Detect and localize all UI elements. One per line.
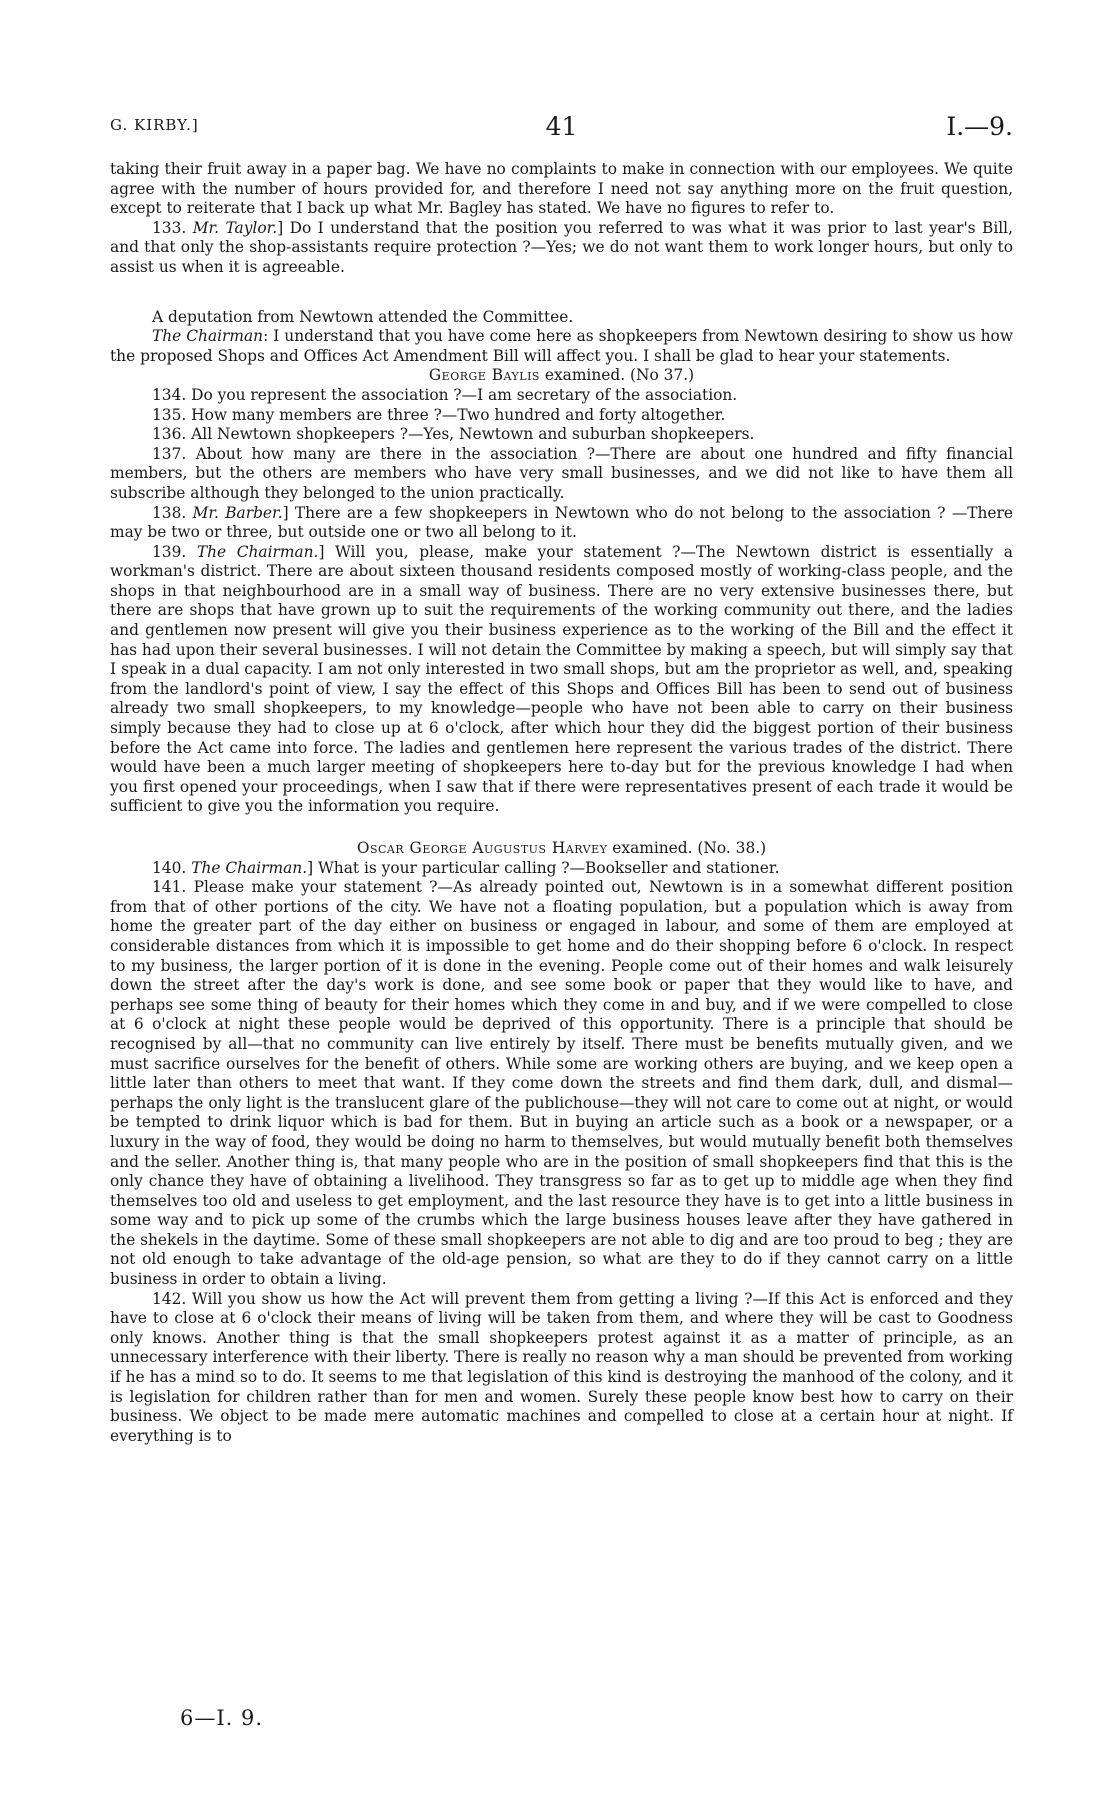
paragraph-intro: taking their fruit away in a paper bag. We have no complaints to make in connection with our employees. We quite agree with the number of hours provided for, and therefore I need not say anything more on the fruit question, except to reiterate that I back up what Mr. Bagley has stated. We have no figures to refer to. — [110, 160, 1013, 218]
header-right: I.—9. — [946, 112, 1013, 141]
witness-heading-baylis: George Baylis examined. (No 37.) — [428, 366, 695, 385]
page-header — [110, 112, 1013, 146]
question-136: 136. All Newtown shopkeepers ?—Yes, Newtown and suburban shopkeepers. — [152, 425, 755, 444]
witness-heading-harvey: Oscar George Augustus Harvey examined. (No. 38.) — [356, 839, 767, 857]
page-number: 41 — [545, 112, 578, 141]
chairman-statement: The Chairman: I understand that you have come here as shopkeepers from Newtown desiring to show us how the proposed Shops and Offices Act Amendment Bill will affect you. I shall be glad to hear your statements. — [110, 327, 1013, 365]
question-135: 135. How many members are three ?—Two hundred and forty altogether. — [152, 405, 726, 424]
speaker: The Chairman — [152, 327, 264, 346]
question-142: 142. Will you show us how the Act will prevent them from getting a living ?—If this Act is enforced and they have to close at 6 o'clock their means of living will be taken from them, and where they will be cast to Goodness only knows. Another thing is that the small shopkeepers protest against it as a matter of principle, as an unnecessary interference with their liberty. There is really no reason why a man should be prevented from working if he has a mind so to do. It seems to me that legislation of this kind is destroying the manhood of the colony, and it is legislation for children rather than for men and women. Surely these people know best how to carry on their business. We object to be made mere automatic machines and compelled to close at a certain hour at night. If everything is to — [110, 1289, 1013, 1445]
body-text — [110, 160, 1013, 1446]
question-137: 137. About how many are there in the association ?—There are about one hundred and fifty financial members, but the others are members who have very small businesses, and we did not like to have them all subscribe although they belonged to the union practically. — [110, 444, 1013, 502]
speaker: Mr. Barber. — [192, 503, 283, 522]
header-left: G. KIRBY.] — [110, 116, 199, 134]
speaker: Mr. Taylor. — [192, 218, 278, 237]
question-140: 140. The Chairman.] What is your particular calling ?—Bookseller and stationer. — [152, 858, 780, 877]
speaker: The Chairman. — [196, 542, 319, 561]
question-138: 138. Mr. Barber.] There are a few shopkeepers in Newtown who do not belong to the association ? —There may be two or three, but outside one or two all belong to it. — [110, 503, 1013, 542]
question-133: 133. Mr. Taylor.] Do I understand that the position you referred to was what it was prior to last year's Bill, and that only the shop-assistants require protection ?—Yes; we do not want them to work longer hours, but only to assist us when it is agreeable. — [110, 218, 1013, 276]
speaker: The Chairman. — [191, 858, 308, 877]
question-139: 139. The Chairman.] Will you, please, make your statement ?—The Newtown district is essentially a workman's district. There are about sixteen thousand residents composed mostly of working-class people, and the shops in that neighbourhood are in a small way of business. There are no very extensive businesses there, but there are shops that have grown up to suit the requirements of the working community out there, and the ladies and gentlemen now present will give you their business experience as to the working of the Bill and the effect it has had upon their several businesses. I will not detain the Committee by making a speech, but will simply say that I speak in a dual capacity. I am not only interested in two small shops, but am the proprietor as well, and, speaking from the landlord's point of view, I say the effect of this Shops and Offices Bill has been to send out of business already two small shopkeepers, to my knowledge—people who have not been able to carry on their business simply because they had to close up at 6 o'clock, after which hour they did the biggest portion of their business before the Act came into force. The ladies and gentlemen here represent the various trades of the district. There would have been a much larger meeting of shopkeepers here to-day but for the previous knowledge I had when you first opened your proceedings, when I saw that if there were representatives present of each trade it would be sufficient to give you the information you require. — [110, 542, 1013, 816]
spacer — [110, 817, 1013, 839]
deputation-note: A deputation from Newtown attended the Committee. — [152, 307, 574, 326]
spacer — [110, 278, 1013, 308]
question-134: 134. Do you represent the association ?—I am secretary of the association. — [152, 385, 738, 404]
question-141: 141. Please make your statement ?—As already pointed out, Newtown is in a somewhat different position from that of other portions of the city. We have not a floating population, but a population which is away from home the greater part of the day either on business or engaged in labour, and some of them are employed at considerable distances from which it is impossible to get home and do their shopping before 6 o'clock. In respect to my business, the larger portion of it is done in the evening. People come out of their homes and walk leisurely down the street after the day's work is done, and see some book or paper that they would like to have, and perhaps see some thing of beauty for their homes which they come in and buy, and if we were compelled to close at 6 o'clock at night these people would be deprived of this opportunity. There is a principle that should be recognised by all—that no community can live entirely by itself. There must be benefits mutually given, and we must sacrifice ourselves for the benefit of others. While some are working others are buying, and we keep open a little later than others to meet that want. If they come down the streets and find them dark, dull, and dismal—perhaps the only light is the translucent glare of the publichouse—they will not care to come out at night, or would be tempted to drink liquor which is bad for them. But in buying an article such as a book or a newspaper, or a luxury in the way of food, they would be doing no harm to themselves, but would mutually benefit both themselves and the seller. Another thing is, that many people who are in the position of small shopkeepers find that this is the only chance they have of obtaining a livelihood. They transgress so far as to get up to middle age when they find themselves too old and useless to get employment, and the last resource they have is to get into a little business in some way and to pick up some of the crumbs which the large business houses leave after they have gathered in the shekels in the daytime. Some of these small shopkeepers are not able to dig and are too proud to beg ; they are not old enough to take advantage of the old-age pension, so what are they to do if they cannot carry on a little business in order to obtain a living. — [110, 878, 1013, 1289]
page-signature: 6—I. 9. — [180, 1706, 264, 1730]
